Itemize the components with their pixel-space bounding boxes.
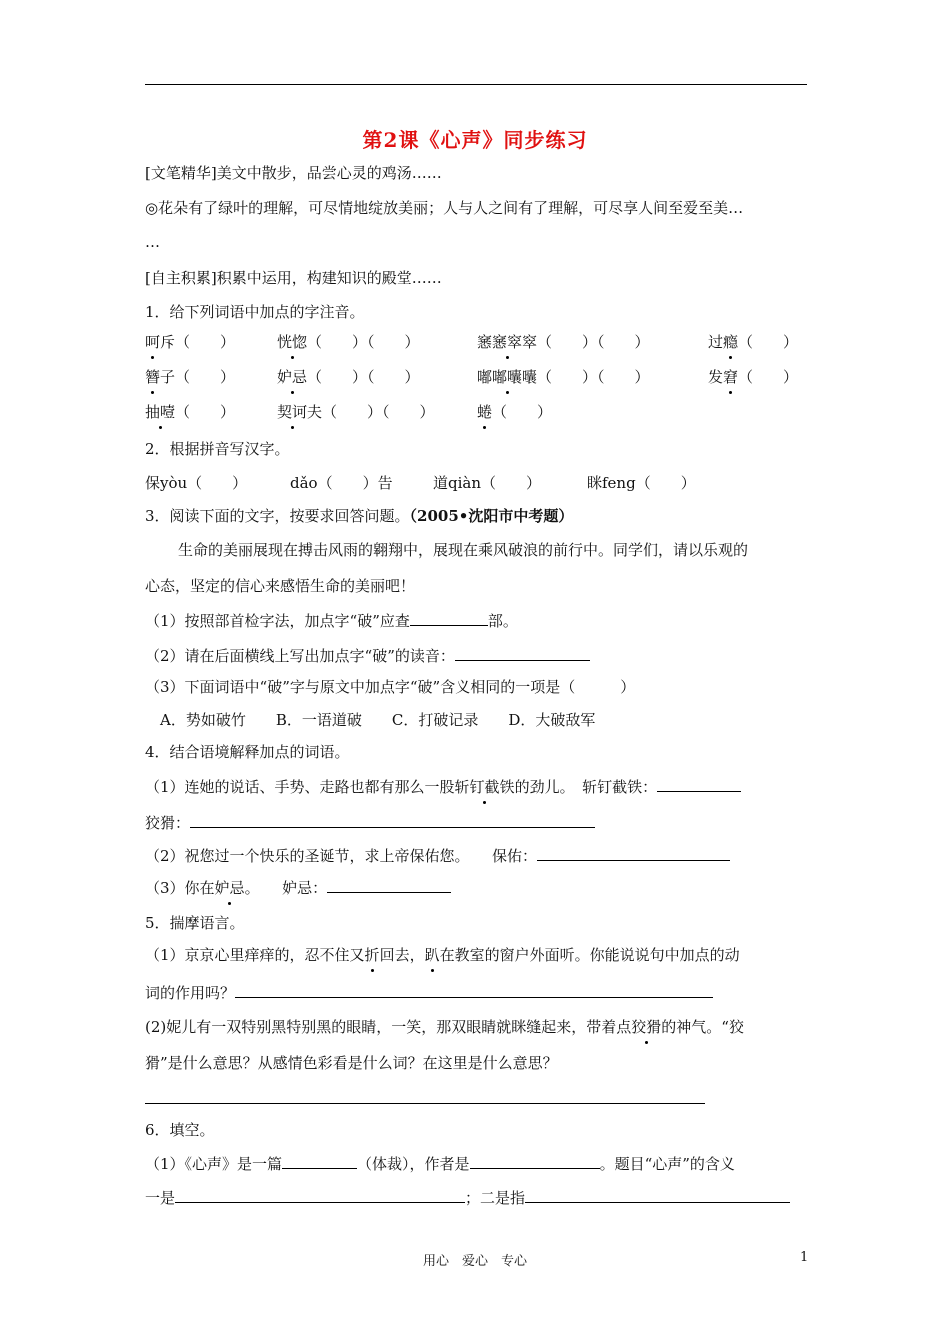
intro-line-2: ◎花朵有了绿叶的理解，可尽情地绽放美丽；人与人之间有了理解，可尽享人间至爱至美… bbox=[145, 199, 744, 217]
q5-sub-2: (2)妮儿有一双特别黑特别黑的眼睛，一笑，那双眼睛就眯缝起来，带着点狡猾的神气。“狡 bbox=[145, 1018, 744, 1036]
q3-source: （2005•沈阳市中考题） bbox=[409, 507, 574, 525]
q1-item-8: 发窘（ ） bbox=[708, 368, 799, 386]
q1-item-10: 契诃夫（ ）（ ） bbox=[277, 403, 435, 421]
q2-item-1: 保yòu（ ） bbox=[145, 474, 248, 492]
q6-prompt: 6．填空。 bbox=[145, 1121, 215, 1139]
q2-prompt: 2．根据拼音写汉字。 bbox=[145, 440, 290, 458]
answer-blank[interactable] bbox=[525, 1187, 790, 1203]
q5-sub-1-continued: 词的作用吗？ bbox=[145, 982, 713, 1003]
q4-sub-1: （1）连她的说话、手势、走路也都有那么一股斩钉截铁的劲儿。 斩钉截铁： bbox=[145, 776, 741, 797]
q1-item-4: 过瘾（ ） bbox=[708, 333, 799, 351]
q1-item-7: 嘟嘟囔囔（ ）（ ） bbox=[477, 368, 650, 386]
answer-blank[interactable] bbox=[455, 645, 590, 661]
q1-item-11: 蜷（ ） bbox=[477, 403, 553, 421]
answer-line[interactable] bbox=[145, 1103, 705, 1104]
q2-item-4: 眯feng（ ） bbox=[587, 474, 696, 492]
q6-sub-1-continued: 一是 ；二是指 bbox=[145, 1187, 790, 1208]
answer-blank[interactable] bbox=[657, 776, 741, 792]
q5-sub-1: （1）京京心里痒痒的，忍不住又折回去，趴在教室的窗户外面听。你能说说句中加点的动 bbox=[145, 946, 740, 964]
q3-sub-2: （2）请在后面横线上写出加点字“破”的读音： bbox=[145, 645, 590, 666]
q1-item-6: 妒忌（ ）（ ） bbox=[277, 368, 420, 386]
q3-passage-line-1: 生命的美丽展现在搏击风雨的翱翔中，展现在乘风破浪的前行中。同学们，请以乐观的 bbox=[178, 541, 749, 559]
intro-line-3: [自主积累]积累中运用，构建知识的殿堂…… bbox=[145, 269, 442, 287]
q5-prompt: 5．揣摩语言。 bbox=[145, 914, 245, 932]
q3-sub-1: （1）按照部首检字法，加点字“破”应查 部。 bbox=[145, 612, 518, 630]
q1-item-2: 恍惚（ ）（ ） bbox=[277, 333, 420, 351]
q4-sub-1-continued: 狡猾： bbox=[145, 812, 595, 833]
q4-sub-2: （2）祝您过一个快乐的圣诞节，求上帝保佑您。 保佑： bbox=[145, 845, 730, 866]
page-number: 1 bbox=[800, 1250, 809, 1265]
q1-prompt: 1．给下列词语中加点的字注音。 bbox=[145, 303, 365, 321]
q6-sub-1: （1）《心声》是一篇 （体裁），作者是 。题目“心声”的含义 bbox=[145, 1155, 735, 1173]
q5-sub-2-continued: 猾”是什么意思？从感情色彩看是什么词？在这里是什么意思？ bbox=[145, 1054, 558, 1072]
answer-blank[interactable] bbox=[410, 610, 488, 626]
intro-line-1: [文笔精华]美文中散步，品尝心灵的鸡汤…… bbox=[145, 164, 442, 182]
page-title: 第2课《心声》同步练习 bbox=[362, 128, 588, 152]
footer-motto: 用心 爱心 专心 bbox=[422, 1254, 527, 1269]
q1-item-1: 呵斥（ ） bbox=[145, 333, 236, 351]
answer-blank[interactable] bbox=[175, 1187, 465, 1203]
answer-blank[interactable] bbox=[470, 1153, 600, 1169]
q2-item-3: 道qiàn（ ） bbox=[433, 474, 542, 492]
q4-sub-3: （3）你在妒忌。 妒忌： bbox=[145, 877, 451, 898]
answer-blank[interactable] bbox=[537, 845, 730, 861]
q3-passage-line-2: 心态，坚定的信心来感悟生命的美丽吧！ bbox=[145, 577, 416, 595]
answer-blank[interactable] bbox=[282, 1153, 357, 1169]
q1-item-5: 簪子（ ） bbox=[145, 368, 236, 386]
header-rule bbox=[145, 84, 807, 85]
q3-options: A．势如破竹 B．一语道破 C．打破记录 D．大破敌军 bbox=[160, 711, 596, 729]
q1-item-9: 抽噎（ ） bbox=[145, 403, 236, 421]
intro-line-2-continued: … bbox=[145, 233, 160, 251]
q1-item-3: 窸窸窣窣（ ）（ ） bbox=[477, 333, 650, 351]
q3-prompt: 3．阅读下面的文字，按要求回答问题。（2005•沈阳市中考题） bbox=[145, 507, 574, 525]
q2-item-2: dǎo（ ）告 bbox=[290, 474, 393, 492]
answer-blank[interactable] bbox=[327, 877, 451, 893]
q4-prompt: 4．结合语境解释加点的词语。 bbox=[145, 743, 350, 761]
answer-blank[interactable] bbox=[235, 982, 713, 998]
q3-sub-3: （3）下面词语中“破”字与原文中加点字“破”含义相同的一项是（ ） bbox=[145, 678, 636, 696]
answer-blank[interactable] bbox=[190, 812, 595, 828]
